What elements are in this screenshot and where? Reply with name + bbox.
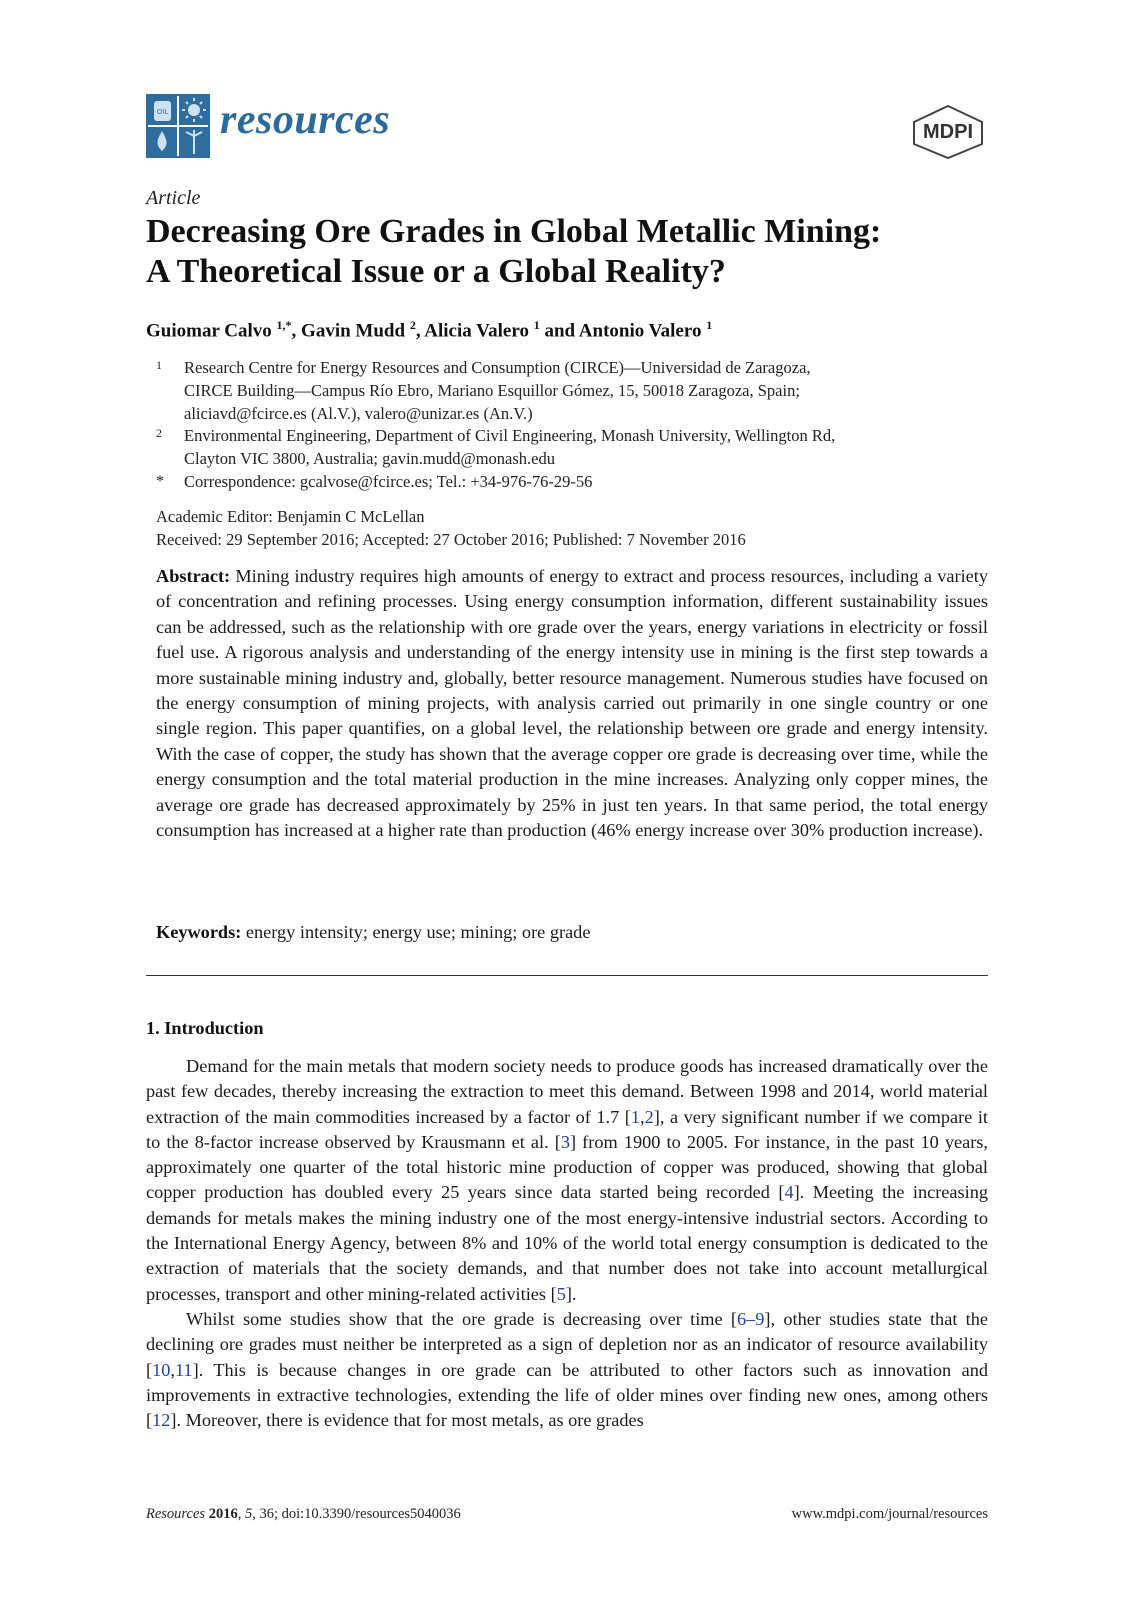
- section-heading: 1. Introduction: [146, 1018, 264, 1038]
- author-separator: ,: [415, 320, 425, 342]
- citation-link[interactable]: 5: [556, 1283, 566, 1304]
- paragraph-text: ], a very significant number if we compare it to the 8-factor increase observed by Krausmann et al. [: [146, 1106, 988, 1152]
- article-type: Article: [146, 187, 201, 209]
- abstract: [156, 564, 988, 843]
- citation-separator: ,: [170, 1359, 175, 1380]
- author-list: [146, 318, 712, 342]
- citation-link[interactable]: 1: [630, 1106, 641, 1127]
- affiliation-line: Research Centre for Energy Resources and Consumption (CIRCE)—Universidad de Zaragoza,: [184, 358, 811, 377]
- affiliation-mark: 1: [156, 358, 162, 372]
- paragraph-text: ]. This is because changes in ore grade can be attributed to other factors such as innovation and improvements in extractive technologies, extending the life of older mines over finding new ones, among others [: [146, 1359, 988, 1431]
- author-name: Gavin Mudd: [301, 320, 406, 342]
- affiliation-line: aliciavd@fcirce.es (Al.V.), valero@unizar.es (An.V.): [184, 404, 533, 423]
- footer-citation: Resources 2016, 5, 36; doi:10.3390/resources5040036: [146, 1506, 461, 1522]
- footer-doi: , 36; doi:10.3390/resources5040036: [252, 1506, 461, 1522]
- resources-journal-icon: [146, 94, 210, 158]
- affiliation-line: Clayton VIC 3800, Australia; gavin.mudd@monash.edu: [184, 449, 555, 468]
- section-divider: [146, 975, 988, 976]
- paragraph-text: Demand for the main metals that modern society needs to produce goods has increased dramatically over the past few decades, thereby increasing the extraction to meet this demand. Between 1998 and 2014, world material extraction of the main commodities increased by a factor of 1.7 [: [146, 1056, 988, 1127]
- author-separator: ,: [291, 320, 302, 342]
- correspondence-text: Correspondence: gcalvose@fcirce.es; Tel.: +34-976-76-29-56: [184, 472, 593, 491]
- affiliation-mark: 2: [156, 426, 162, 440]
- author-name: Guiomar Calvo: [146, 320, 272, 342]
- citation-link[interactable]: 12: [152, 1410, 171, 1431]
- svg-text:MDPI: MDPI: [923, 121, 973, 143]
- paragraph-text: ]. Moreover, there is evidence that for most metals, as ore grades: [170, 1410, 644, 1431]
- author-name: Antonio Valero: [578, 320, 702, 342]
- author-affiliation-mark: 2: [409, 318, 416, 332]
- citation-link[interactable]: 2: [644, 1106, 654, 1127]
- paragraph-text: ].: [565, 1283, 577, 1304]
- abstract-text: Mining industry requires high amounts of energy to extract and process resources, including a variety of concentration and refining processes. Using energy consumption information, different sustainability issues can be addressed, such as the relationship with ore grade over the years, energy variations in electricity or fossil fuel use. A rigorous analysis and understanding of the energy intensity use in mining is the first step towards a more sustainable mining industry and, globally, better resource management. Numerous studies have focused on the energy consumption of mining projects, with analysis carried out primarily in one single country or one single region. This paper quantifies, on a global level, the relationship between ore grade and energy intensity. With the case of copper, the study has shown that the average copper ore grade is decreasing over time, while the energy consumption and the total material production in the mine increases. Analyzing only copper mines, the average ore grade has decreased approximately by 25% in just ten years. In that same period, the total energy consumption has increased at a higher rate than production (46% energy increase over 30% production increase).: [156, 566, 988, 841]
- journal-name: resources: [220, 97, 391, 143]
- citation-link[interactable]: 11: [174, 1359, 193, 1380]
- affiliation-line: CIRCE Building—Campus Río Ebro, Mariano Esquillor Gómez, 15, 50018 Zaragoza, Spain;: [184, 381, 800, 400]
- oil-barrel-label: OIL: [156, 108, 169, 116]
- paragraph: [146, 1054, 988, 1307]
- citation-separator: ,: [640, 1106, 645, 1127]
- title-line-1: Decreasing Ore Grades in Global Metallic Mining:: [146, 213, 882, 250]
- paragraph-text: ], other studies state that the declining ore grades must neither be interpreted as a sign of depletion nor as an indicator of resource availability [: [146, 1308, 988, 1380]
- citation-link[interactable]: 4: [784, 1182, 794, 1203]
- correspondence-mark: *: [156, 473, 164, 490]
- author-affiliation-mark: 1: [533, 318, 540, 332]
- footer-url[interactable]: www.mdpi.com/journal/resources: [791, 1506, 988, 1522]
- academic-editor: Academic Editor: Benjamin C McLellan: [156, 507, 425, 526]
- publication-dates: Received: 29 September 2016; Accepted: 27 October 2016; Published: 7 November 2016: [156, 530, 746, 549]
- introduction-body: [146, 1054, 988, 1433]
- paragraph-text: Whilst some studies show that the ore grade is decreasing over time [: [186, 1308, 737, 1329]
- paragraph: [146, 1307, 988, 1433]
- article-title: [146, 212, 1006, 292]
- citation-link[interactable]: 3: [560, 1131, 570, 1152]
- affiliation-line: Environmental Engineering, Department of Civil Engineering, Monash University, Wellington Rd,: [184, 426, 836, 445]
- keywords-text: energy intensity; energy use; mining; ore grade: [241, 922, 591, 942]
- keywords-label: Keywords:: [156, 922, 242, 942]
- title-line-2: A Theoretical Issue or a Global Reality?: [146, 253, 726, 290]
- citation-link[interactable]: 10: [152, 1359, 171, 1380]
- paragraph-text: ]. Meeting the increasing demands for metals makes the mining industry one of the most energy-intensive industrial sectors. According to the International Energy Agency, between 8% and 10% of the world total energy consumption is dedicated to the extraction of materials that the society demands, and that number does not take into account metallurgical processes, transport and other mining-related activities [: [146, 1182, 988, 1304]
- mdpi-logo: [910, 104, 986, 160]
- citation-link[interactable]: 6–9: [737, 1308, 765, 1329]
- author-affiliation-mark: 1: [706, 318, 713, 332]
- author-separator: and: [539, 320, 579, 342]
- author-affiliation-mark: 1,*: [276, 318, 292, 332]
- author-name: Alicia Valero: [424, 320, 529, 342]
- keywords: [156, 922, 590, 943]
- abstract-label: Abstract:: [156, 566, 231, 586]
- footer-year: 2016: [208, 1506, 238, 1522]
- footer-volume: 5: [244, 1506, 253, 1522]
- footer-journal: Resources: [146, 1506, 206, 1522]
- paragraph-text: ] from 1900 to 2005. For instance, in the past 10 years, approximately one quarter of the total historic mine production of copper was produced, showing that global copper production has doubled every 25 years since data started being recorded [: [146, 1131, 988, 1203]
